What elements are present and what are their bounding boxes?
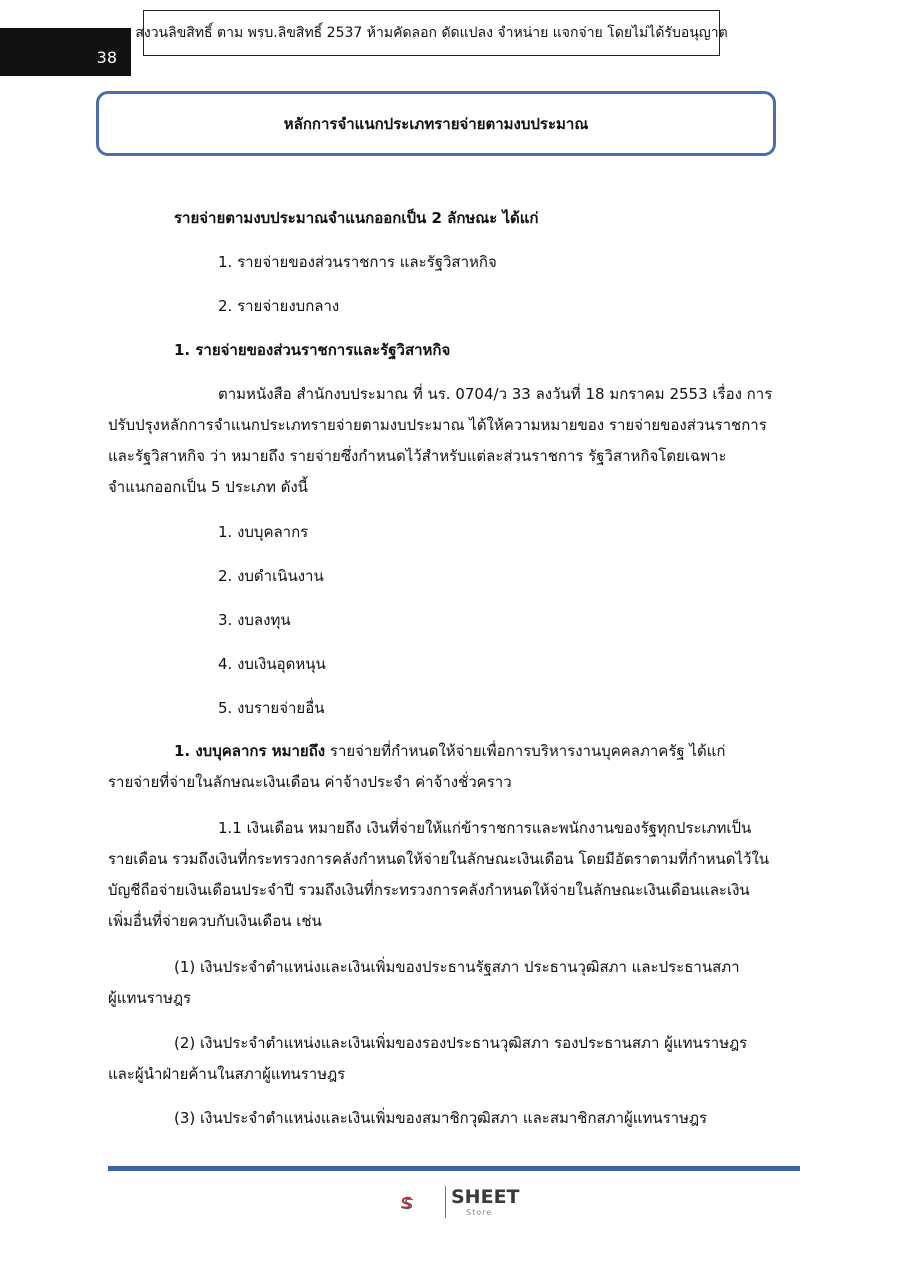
list-item: 4. งบเงินอุดหนุน <box>218 655 326 673</box>
logo-name: SHEET <box>451 1186 520 1208</box>
paragraph-line: 1.1 เงินเดือน หมายถึง เงินที่จ่ายให้แก่ข้าราชการและพนักงานของรัฐทุกประเภทเป็น <box>218 819 752 837</box>
list-item: 1. งบบุคลากร <box>218 523 309 541</box>
paragraph-line: (1) เงินประจำตำแหน่งและเงินเพิ่มของประธานรัฐสภา ประธานวุฒิสภา และประธานสภา <box>174 958 740 976</box>
logo-divider <box>445 1186 446 1218</box>
paragraph-line: ตามหนังสือ สำนักงบประมาณ ที่ นร. 0704/ว 33 ลงวันที่ 18 มกราคม 2553 เรื่อง การ <box>218 385 773 403</box>
paragraph-line: และรัฐวิสาหกิจ ว่า หมายถึง รายจ่ายซึ่งกำหนดไว้สำหรับแต่ละส่วนราชการ รัฐวิสาหกิจโดยเฉพาะ <box>108 447 727 465</box>
paragraph-line: จำแนกออกเป็น 5 ประเภท ดังนี้ <box>108 478 308 496</box>
term-definition: รายจ่ายที่กำหนดให้จ่ายเพื่อการบริหารงานบุคคลภาครัฐ ได้แก่ <box>325 742 726 760</box>
paragraph-line: ผู้แทนราษฎร <box>108 989 192 1007</box>
paragraph-line: รายเดือน รวมถึงเงินที่กระทรวงการคลังกำหนดให้จ่ายในลักษณะเงินเดือน โดยมีอัตราตามที่กำหนดไว้ใน <box>108 850 770 868</box>
intro-line: รายจ่ายตามงบประมาณจำแนกออกเป็น 2 ลักษณะ ได้แก่ <box>174 209 539 227</box>
footer-divider <box>108 1166 800 1171</box>
paragraph-line: เพิ่มอื่นที่จ่ายควบกับเงินเดือน เช่น <box>108 912 322 930</box>
list-item: 2. งบดำเนินงาน <box>218 567 324 585</box>
list-item: 3. งบลงทุน <box>218 611 291 629</box>
paragraph-line: (3) เงินประจำตำแหน่งและเงินเพิ่มของสมาชิกวุฒิสภา และสมาชิกสภาผู้แทนราษฎร <box>174 1109 708 1127</box>
paragraph-line: ปรับปรุงหลักการจำแนกประเภทรายจ่ายตามงบประมาณ ได้ให้ความหมายของ รายจ่ายของส่วนราชการ <box>108 416 767 434</box>
page-title: หลักการจำแนกประเภทรายจ่ายตามงบประมาณ <box>96 91 776 156</box>
page-number: 38 <box>96 48 117 67</box>
copyright-notice: สงวนลิขสิทธิ์ ตาม พรบ.ลิขสิทธิ์ 2537 ห้ามคัดลอก ดัดแปลง จำหน่าย แจกจ่าย โดยไม่ได้รับอนุญาต <box>143 10 720 56</box>
paragraph-line: และผู้นำฝ่ายค้านในสภาผู้แทนราษฎร <box>108 1065 346 1083</box>
type-item-2: 2. รายจ่ายงบกลาง <box>218 297 340 315</box>
logo-subtitle: Store <box>466 1208 493 1217</box>
list-item: 5. งบรายจ่ายอื่น <box>218 699 325 717</box>
type-item-1: 1. รายจ่ายของส่วนราชการ และรัฐวิสาหกิจ <box>218 253 497 271</box>
paragraph-line <box>174 741 725 761</box>
paragraph-line: (2) เงินประจำตำแหน่งและเงินเพิ่มของรองประธานวุฒิสภา รองประธานสภา ผู้แทนราษฎร <box>174 1034 748 1052</box>
sheet-store-logo-icon <box>400 1183 444 1223</box>
page-number-block <box>0 28 131 76</box>
paragraph-line: รายจ่ายที่จ่ายในลักษณะเงินเดือน ค่าจ้างประจำ ค่าจ้างชั่วคราว <box>108 773 512 791</box>
term-label: 1. งบบุคลากร หมายถึง <box>174 742 326 760</box>
section-heading: 1. รายจ่ายของส่วนราชการและรัฐวิสาหกิจ <box>174 341 451 359</box>
paragraph-line: บัญชีถือจ่ายเงินเดือนประจำปี รวมถึงเงินที่กระทรวงการคลังกำหนดให้จ่ายในลักษณะเงินเดือนและเงิน <box>108 881 750 899</box>
